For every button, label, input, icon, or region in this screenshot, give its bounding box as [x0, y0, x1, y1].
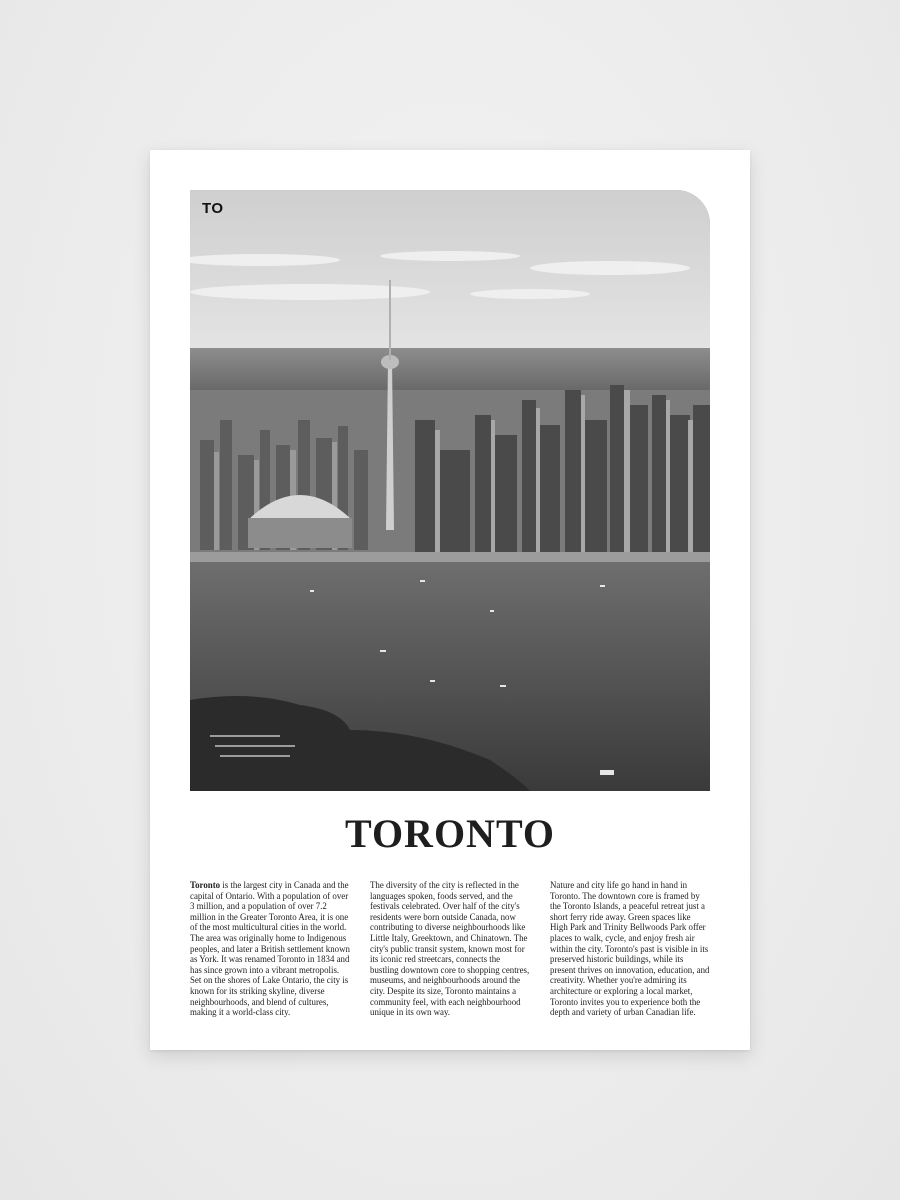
text-column-3	[550, 880, 710, 1018]
poster	[150, 150, 750, 1050]
stadium-base	[248, 518, 352, 548]
lead-word: Toronto	[190, 880, 221, 890]
text-column-2	[370, 880, 530, 1018]
city-skyline-photo	[190, 190, 710, 791]
city-code-label: TO	[202, 200, 224, 217]
column-2-text: The diversity of the city is reflected in the languages spoken, foods served, and the festivals celebrated. Over half of the city's residents were born outside Canada, now contributing to diverse neighbourhoods like Little Italy, Greektown, and Chinatown. The city's public transit system, known most for its iconic red streetcars, connects the bustling downtown core to shopping centres, museums, and neighbourhoods around the city. Despite its size, Toronto maintains a community feel, with each neighbourhood unique in its own way.	[370, 880, 530, 1018]
poster-title: TORONTO	[344, 811, 556, 856]
text-columns	[190, 880, 710, 1018]
column-3-text: Nature and city life go hand in hand in Toronto. The downtown core is framed by the Toronto Islands, a peaceful retreat just a short ferry ride away. Green spaces like High Park and Trinity Bellwoods Park offer places to walk, cycle, and enjoy fresh air within the city. Toronto's past is visible in its preserved historic buildings, while its present thrives on innovation, education, and creativity. Whether you're admiring its architecture or exploring a local market, Toronto invites you to experience both the depth and variety of urban Canadian life.	[550, 880, 710, 1018]
text-column-1	[190, 880, 350, 1018]
skyline-illustration	[190, 190, 710, 791]
column-1-text: is the largest city in Canada and the capital of Ontario. With a population of over 3 million, and a population of over 7.2 million in the Greater Toronto Area, it is one of the most multicultural cities in the world. The area was originally home to Indigenous peoples, and later a British settlement known as York. It was renamed Toronto in 1834 and has since grown into a vibrant metropolis. Set on the shores of Lake Ontario, the city is known for its striking skyline, diverse neighbourhoods, and blend of cultures, making it a world-class city.	[190, 880, 350, 1018]
